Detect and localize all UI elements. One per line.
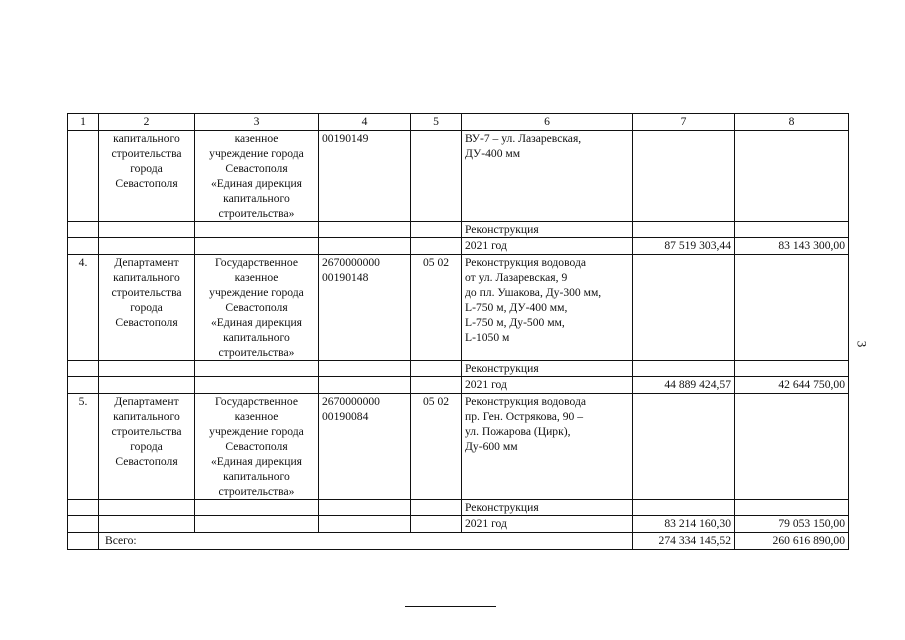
value7-cell: 44 889 424,57 [633, 377, 735, 394]
table-row [68, 255, 849, 361]
code-cell: 2670000000 00190084 [319, 394, 411, 500]
value8-cell: 79 053 150,00 [735, 516, 849, 533]
year-cell: 2021 год [462, 516, 633, 533]
table-row [68, 222, 849, 238]
organization-cell: Государственное казенное учреждение города Севастополя «Единая дирекция капитального строительства» [195, 255, 319, 361]
description-cell: ВУ-7 – ул. Лазаревская, ДУ-400 мм [462, 131, 633, 222]
value8-cell [735, 255, 849, 361]
table-row [68, 238, 849, 255]
total-value8: 260 616 890,00 [735, 533, 849, 550]
total-value7: 274 334 145,52 [633, 533, 735, 550]
description-cell: Реконструкция водовода пр. Ген. Острякова, 90 – ул. Пожарова (Цирк), Ду-600 мм [462, 394, 633, 500]
row-number: 4. [68, 255, 99, 361]
department-cell: Департамент капитального строительства города Севастополя [99, 255, 195, 361]
value7-cell: 83 214 160,30 [633, 516, 735, 533]
table-row [68, 131, 849, 222]
work-type-cell: Реконструкция [462, 222, 633, 238]
value8-cell: 42 644 750,00 [735, 377, 849, 394]
table-row [68, 500, 849, 516]
table-row [68, 361, 849, 377]
page-number: 3 [854, 340, 870, 348]
kbk-cell: 05 02 [411, 394, 462, 500]
value7-cell: 87 519 303,44 [633, 238, 735, 255]
header-cell-6: 6 [462, 114, 633, 131]
header-cell-7: 7 [633, 114, 735, 131]
table-row [68, 394, 849, 500]
value7-cell [633, 255, 735, 361]
header-cell-2: 2 [99, 114, 195, 131]
work-type-cell: Реконструкция [462, 361, 633, 377]
header-row [68, 114, 849, 131]
row-number: 5. [68, 394, 99, 500]
kbk-cell: 05 02 [411, 255, 462, 361]
table-row [68, 377, 849, 394]
code-cell: 2670000000 00190148 [319, 255, 411, 361]
header-cell-8: 8 [735, 114, 849, 131]
organization-cell: казенное учреждение города Севастополя «Единая дирекция капитального строительства» [195, 131, 319, 222]
value8-cell [735, 131, 849, 222]
row-number [68, 131, 99, 222]
value7-cell [633, 394, 735, 500]
header-cell-3: 3 [195, 114, 319, 131]
value7-cell [633, 131, 735, 222]
end-divider [405, 606, 496, 607]
organization-cell: Государственное казенное учреждение города Севастополя «Единая дирекция капитального строительства» [195, 394, 319, 500]
description-cell: Реконструкция водовода от ул. Лазаревская, 9 до пл. Ушакова, Ду-300 мм, L-750 м, ДУ-400 мм, L-750 м, Ду-500 мм, L-1050 м [462, 255, 633, 361]
year-cell: 2021 год [462, 377, 633, 394]
table-row [68, 516, 849, 533]
work-type-cell: Реконструкция [462, 500, 633, 516]
total-row [68, 533, 849, 550]
department-cell: капитального строительства города Севастополя [99, 131, 195, 222]
value8-cell: 83 143 300,00 [735, 238, 849, 255]
header-cell-5: 5 [411, 114, 462, 131]
total-label: Всего: [99, 533, 633, 550]
kbk-cell [411, 131, 462, 222]
header-cell-1: 1 [68, 114, 99, 131]
year-cell: 2021 год [462, 238, 633, 255]
code-cell: 00190149 [319, 131, 411, 222]
value8-cell [735, 394, 849, 500]
header-cell-4: 4 [319, 114, 411, 131]
budget-table [67, 113, 849, 550]
department-cell: Департамент капитального строительства города Севастополя [99, 394, 195, 500]
